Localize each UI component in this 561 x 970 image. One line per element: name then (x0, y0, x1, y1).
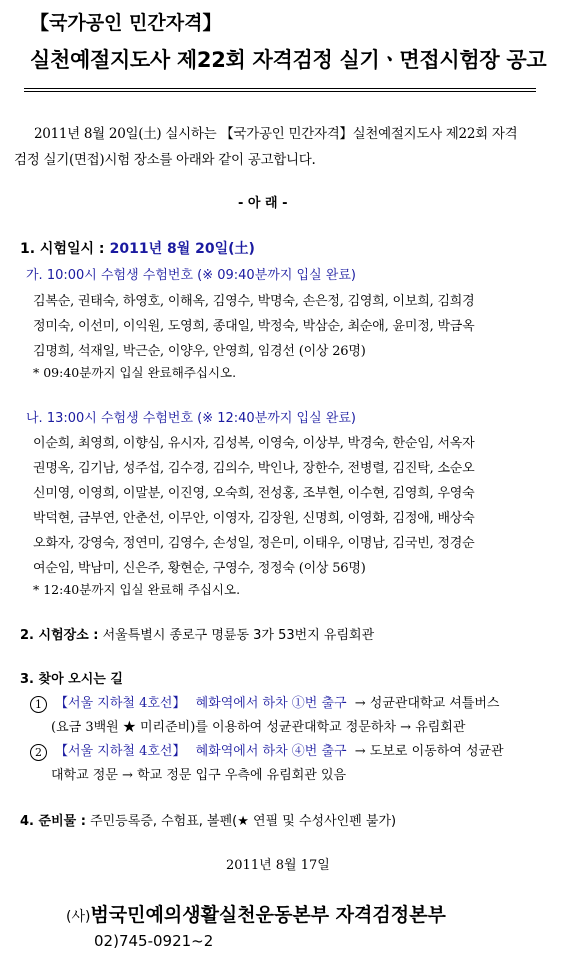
organization-name: 범국민예의생활실천운동본부 자격검정본부 (90, 904, 446, 926)
route-number-badge: 1 (30, 696, 47, 713)
section-1-heading: 1. 시험일시 : (20, 241, 105, 257)
name-row: 권명옥, 김기남, 성주섭, 김수경, 김의수, 박인나, 장한수, 전병렬, 김진탁, 소순오 (33, 461, 475, 476)
group-a-header: 가. 10:00시 수험생 수험번호 (※ 09:40분까지 입실 완료) (26, 268, 356, 283)
name-row: 김복순, 권태숙, 하영호, 이해옥, 김영수, 박명숙, 손은정, 김영희, 이보희, 김희경 (33, 294, 475, 309)
intro-line-2: 검정 실기(면접)시험 장소를 아래와 같이 공고합니다. (14, 152, 316, 168)
exam-place: 서울특별시 종로구 명륜동 3가 53번지 유림회관 (102, 628, 375, 643)
organization-prefix: (사) (66, 909, 91, 925)
notice-date: 2011년 8월 17일 (226, 858, 330, 873)
route-1: 1 【서울 지하철 4호선】 혜화역에서 하차 ①번 출구 → 성균관대학교 셔틀버스 (30, 692, 500, 713)
name-row: 박덕현, 금부연, 안춘선, 이무안, 이영자, 김장원, 신명희, 이영화, 김정애, 배상숙 (33, 511, 475, 526)
section-1 (20, 238, 255, 258)
name-row: 정미숙, 이선미, 이익원, 도영희, 종대일, 박정숙, 박삼순, 최순애, 윤미정, 박금옥 (33, 319, 475, 334)
group-a-note: * 09:40분까지 입실 완료해주십시오. (33, 365, 237, 380)
section-3-heading: 3. 찾아 오시는 길 (20, 672, 123, 687)
name-row: 신미영, 이영희, 이말분, 이진영, 오숙희, 전성홍, 조부현, 이수현, 김영희, 우영숙 (33, 486, 475, 501)
notice-category: 【국가공인 민간자격】 (30, 12, 222, 34)
intro-line-1: 2011년 8월 20일(土) 실시하는 【국가공인 민간자격】실천예절지도사 제22회 자격 (34, 126, 518, 142)
ae-rae-heading: - 아 래 - (238, 196, 288, 211)
section-4 (20, 810, 396, 829)
name-row: 오화자, 강영숙, 정연미, 김영수, 손성일, 정은미, 이태우, 이명남, 김국빈, 정경순 (33, 536, 475, 551)
notice-title: 실천예절지도사 제22회 자격검정 실기ㆍ면접시험장 공고 (30, 48, 547, 72)
route-1-rest: → 성균관대학교 셔틀버스 (354, 696, 500, 711)
name-row: 여순임, 박남미, 신은주, 황현순, 구영수, 정정숙 (이상 56명) (33, 561, 366, 576)
exam-date: 2011년 8월 20일(土) (109, 241, 255, 257)
phone-number: 02)745-0921~2 (94, 932, 214, 950)
route-2-exit: 혜화역에서 하차 ④번 출구 (195, 744, 347, 759)
section-2 (20, 624, 374, 643)
route-2-cont: 대학교 정문 → 학교 정문 입구 우측에 유림회관 있음 (51, 768, 347, 783)
route-1-line: 서울 지하철 4호선 (68, 696, 173, 711)
organization (66, 900, 446, 927)
route-1-cont: (요금 3백원 ★ 미리준비)를 이용하여 성균관대학교 정문하차 → 유림회관 (51, 720, 466, 735)
group-b-header: 나. 13:00시 수험생 수험번호 (※ 12:40분까지 입실 완료) (26, 411, 356, 426)
section-2-heading: 2. 시험장소 : (20, 628, 99, 643)
group-b-note: * 12:40분까지 입실 완료해 주십시오. (33, 582, 241, 597)
name-row: 이순희, 최영희, 이향심, 유시자, 김성복, 이영숙, 이상부, 박경숙, 한순임, 서옥자 (33, 436, 475, 451)
title-rule-top (24, 88, 536, 89)
title-rule-bottom (24, 91, 536, 92)
route-number-badge: 2 (30, 744, 47, 761)
name-row: 김명희, 석재일, 박근순, 이양우, 안영희, 임경선 (이상 26명) (33, 344, 366, 359)
route-2-rest: → 도보로 이동하여 성균관 (354, 744, 504, 759)
route-2-line: 서울 지하철 4호선 (68, 744, 173, 759)
route-2: 2 【서울 지하철 4호선】 혜화역에서 하차 ④번 출구 → 도보로 이동하여 성균관 (30, 740, 504, 761)
section-4-heading: 4. 준비물 : (20, 814, 86, 829)
route-1-exit: 혜화역에서 하차 ①번 출구 (195, 696, 347, 711)
required-items: 주민등록증, 수험표, 볼펜(★ 연필 및 수성사인펜 불가) (90, 814, 397, 829)
